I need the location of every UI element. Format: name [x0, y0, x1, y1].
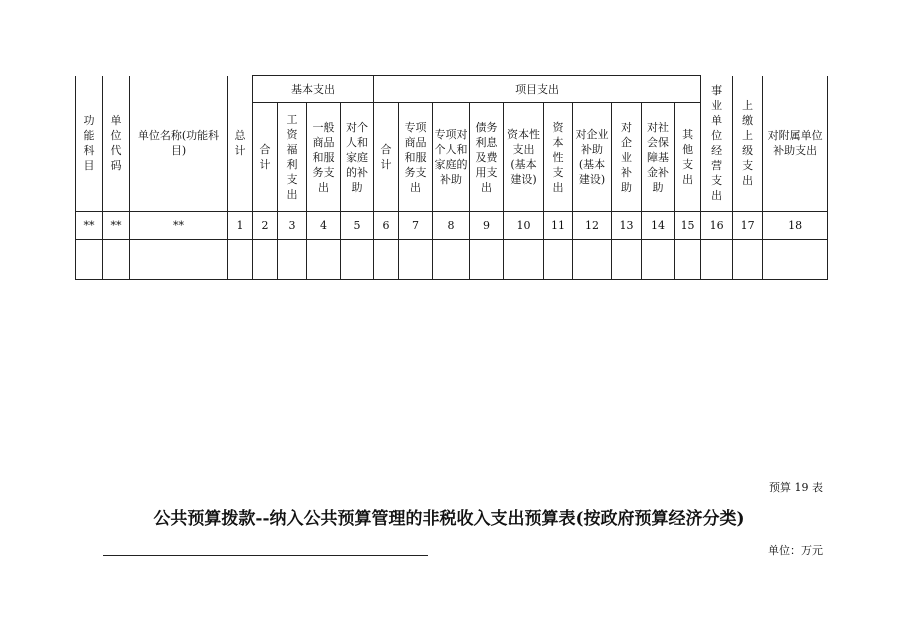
header-basic-wage: 工资福利支出	[278, 103, 307, 212]
header-project-goods: 专项商品和服务支出	[399, 103, 433, 212]
code-cell: **	[76, 212, 103, 240]
header-project-personal: 专项对个人和家庭的补助	[433, 103, 470, 212]
header-project-expenditure: 项目支出	[374, 76, 701, 103]
header-project-enterprise: 对企业补助	[612, 103, 642, 212]
code-cell: 4	[307, 212, 341, 240]
code-cell: 2	[253, 212, 278, 240]
code-row	[76, 212, 828, 240]
code-cell: **	[130, 212, 228, 240]
empty-cell	[701, 240, 733, 280]
header-basic-expenditure: 基本支出	[253, 76, 374, 103]
empty-cell	[76, 240, 103, 280]
header-basic-goods: 一般商品和服务支出	[307, 103, 341, 212]
code-cell: **	[103, 212, 130, 240]
empty-cell	[642, 240, 675, 280]
code-cell: 16	[701, 212, 733, 240]
code-cell: 1	[228, 212, 253, 240]
header-project-capital: 资本性支出	[544, 103, 573, 212]
header-upper-expenditure: 上缴上级支出	[733, 76, 763, 212]
header-basic-personal: 对个人和家庭的补助	[341, 103, 374, 212]
header-project-debt: 债务利息及费用支出	[470, 103, 504, 212]
empty-cell	[612, 240, 642, 280]
code-cell: 14	[642, 212, 675, 240]
empty-cell	[228, 240, 253, 280]
empty-cell	[544, 240, 573, 280]
empty-cell	[278, 240, 307, 280]
code-cell: 5	[341, 212, 374, 240]
code-cell: 13	[612, 212, 642, 240]
code-cell: 17	[733, 212, 763, 240]
code-cell: 18	[763, 212, 828, 240]
header-business-expenditure: 事业单位经营支出	[701, 76, 733, 212]
header-basic-sum: 合计	[253, 103, 278, 212]
empty-cell	[733, 240, 763, 280]
header-total: 总计	[228, 76, 253, 212]
header-unit-name: 单位名称(功能科目)	[130, 76, 228, 212]
unit-label: 单位：万元	[768, 544, 823, 557]
empty-cell	[470, 240, 504, 280]
empty-cell	[253, 240, 278, 280]
header-project-sum: 合计	[374, 103, 399, 212]
code-cell: 6	[374, 212, 399, 240]
header-unit-code: 单位代码	[103, 76, 130, 212]
header-project-enterprise-build: 对企业补助(基本建设)	[573, 103, 612, 212]
empty-cell	[573, 240, 612, 280]
empty-cell	[675, 240, 701, 280]
code-cell: 10	[504, 212, 544, 240]
empty-cell	[399, 240, 433, 280]
empty-cell	[307, 240, 341, 280]
empty-cell	[103, 240, 130, 280]
code-cell: 15	[675, 212, 701, 240]
empty-cell	[374, 240, 399, 280]
header-func-subject: 功能科目	[76, 76, 103, 212]
code-cell: 11	[544, 212, 573, 240]
empty-cell	[433, 240, 470, 280]
budget-table	[75, 75, 828, 280]
header-subsidiary-expenditure: 对附属单位补助支出	[763, 76, 828, 212]
code-cell: 7	[399, 212, 433, 240]
code-cell: 12	[573, 212, 612, 240]
document-title: 公共预算拨款--纳入公共预算管理的非税收入支出预算表(按政府预算经济分类)	[153, 509, 745, 529]
header-project-social: 对社会保障基金补助	[642, 103, 675, 212]
empty-cell	[130, 240, 228, 280]
code-cell: 8	[433, 212, 470, 240]
empty-cell	[341, 240, 374, 280]
code-cell: 3	[278, 212, 307, 240]
table-number: 预算 19 表	[769, 481, 823, 494]
header-project-other: 其他支出	[675, 103, 701, 212]
code-cell: 9	[470, 212, 504, 240]
empty-cell	[504, 240, 544, 280]
empty-cell	[763, 240, 828, 280]
header-project-capital-build: 资本性支出(基本建设)	[504, 103, 544, 212]
unit-name-fill-line	[103, 555, 428, 556]
empty-data-row	[76, 240, 828, 280]
